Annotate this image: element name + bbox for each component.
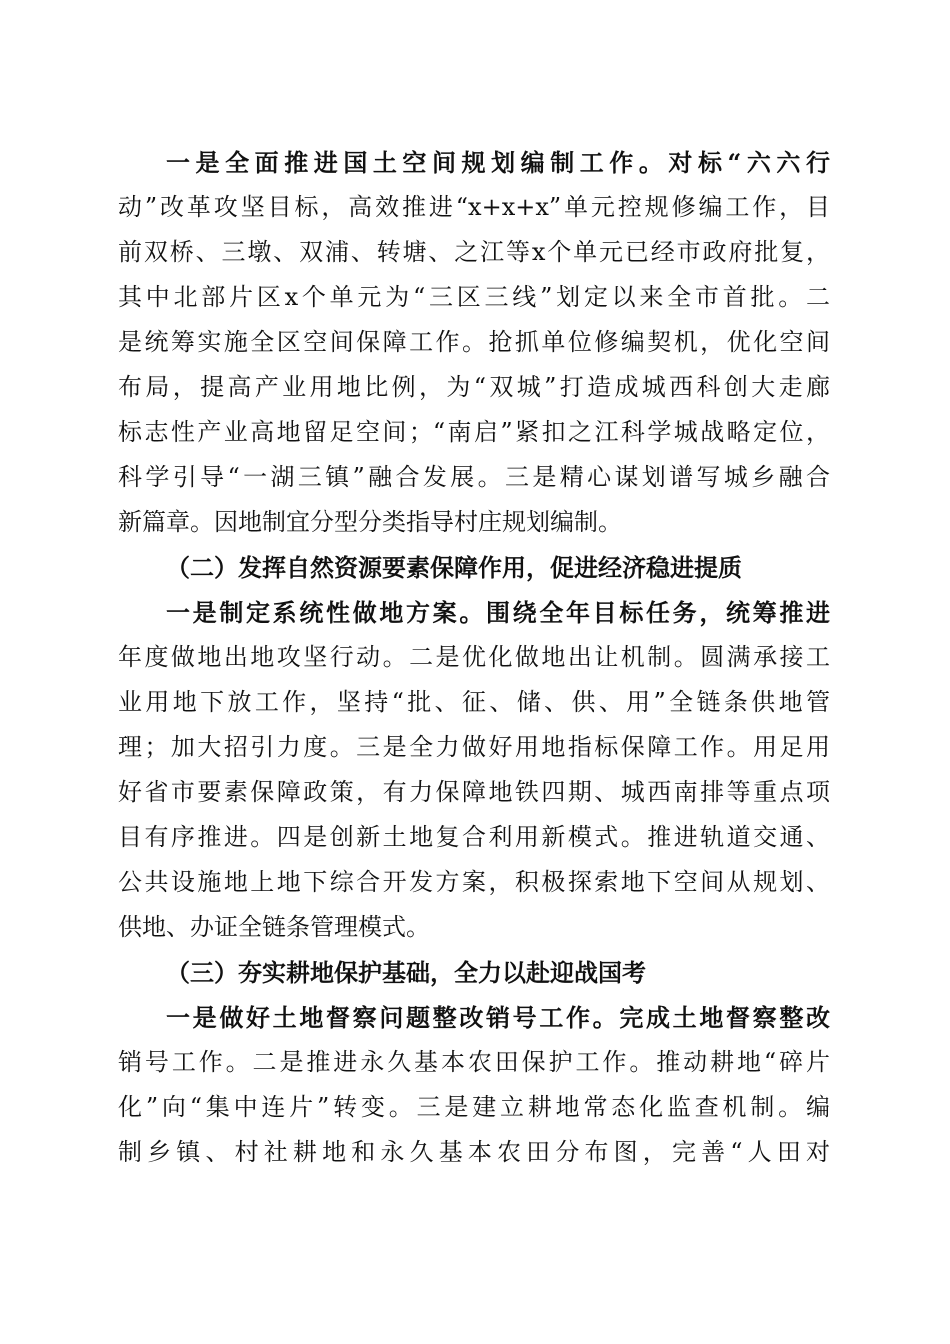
paragraph-1-line-8: 科学引导“一湖三镇”融合发展。三是精心谋划谱写城乡融合	[118, 463, 830, 491]
paragraph-1-line-5: 是统筹实施全区空间保障工作。抢抓单位修编契机，优化空间	[118, 328, 830, 356]
paragraph-2-line-4: 理；加大招引力度。三是全力做好用地指标保障工作。用足用	[118, 733, 830, 761]
paragraph-1-line-1: 一是全面推进国土空间规划编制工作。对标“六六行	[166, 148, 830, 177]
paragraph-1-line-4: 其中北部片区x个单元为“三区三线”划定以来全市首批。二	[118, 283, 830, 311]
paragraph-2-line-1: 一是制定系统性做地方案。围绕全年目标任务，统筹推进	[166, 598, 830, 627]
paragraph-2-line-2: 年度做地出地攻坚行动。二是优化做地出让机制。圆满承接工	[118, 643, 830, 671]
paragraph-2-line-8: 供地、办证全链条管理模式。	[118, 913, 430, 941]
section-heading-3: （三）夯实耕地保护基础，全力以赴迎战国考	[166, 958, 646, 987]
paragraph-1-line-3: 前双桥、三墩、双浦、转塘、之江等x个单元已经市政府批复，	[118, 238, 830, 266]
paragraph-3-line-4: 制乡镇、村社耕地和永久基本农田分布图，完善“人田对	[118, 1138, 830, 1166]
paragraph-3-line-3: 化”向“集中连片”转变。三是建立耕地常态化监查机制。编	[118, 1093, 830, 1121]
paragraph-2-line-5: 好省市要素保障政策，有力保障地铁四期、城西南排等重点项	[118, 778, 830, 806]
paragraph-3-line-2: 销号工作。二是推进永久基本农田保护工作。推动耕地“碎片	[118, 1048, 830, 1076]
paragraph-1-line-6: 布局，提高产业用地比例，为“双城”打造成城西科创大走廊	[118, 373, 830, 401]
paragraph-2-line-3: 业用地下放工作，坚持“批、征、储、供、用”全链条供地管	[118, 688, 830, 716]
document-body	[118, 140, 830, 1175]
section-heading-2: （二）发挥自然资源要素保障作用，促进经济稳进提质	[166, 553, 742, 582]
paragraph-1-line-9: 新篇章。因地制宜分型分类指导村庄规划编制。	[118, 508, 622, 536]
paragraph-3-line-1: 一是做好土地督察问题整改销号工作。完成土地督察整改	[166, 1003, 830, 1032]
paragraph-2-line-6: 目有序推进。四是创新土地复合利用新模式。推进轨道交通、	[118, 823, 830, 851]
paragraph-2-line-7: 公共设施地上地下综合开发方案，积极探索地下空间从规划、	[118, 868, 830, 896]
paragraph-1-line-7: 标志性产业高地留足空间；“南启”紧扣之江科学城战略定位，	[118, 418, 830, 446]
paragraph-1-line-2: 动”改革攻坚目标，高效推进“x+x+x”单元控规修编工作，目	[118, 193, 830, 221]
